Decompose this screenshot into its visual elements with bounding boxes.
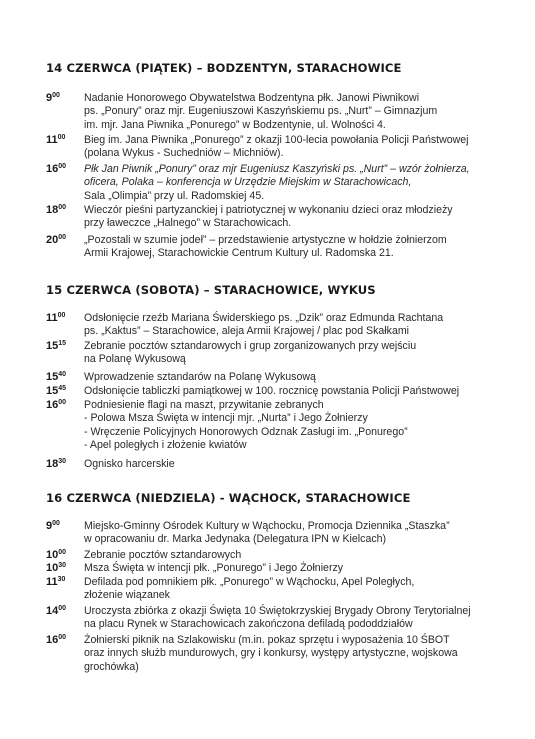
event-time-hour: 10 bbox=[46, 549, 59, 561]
event-description-line: Wieczór pieśni partyzanckiej i patriotycznej w wykonaniu dzieci oraz młodzieży bbox=[84, 204, 453, 216]
event-time bbox=[46, 520, 60, 533]
event-time bbox=[46, 92, 60, 105]
event-description-line: Ognisko harcerskie bbox=[84, 458, 175, 470]
event-time-hour: 18 bbox=[46, 458, 59, 470]
event-time bbox=[46, 605, 66, 618]
event-description-line: - Wręczenie Policyjnych Honorowych Odznak Zasługi im. „Ponurego” bbox=[84, 425, 408, 438]
schedule-event bbox=[46, 385, 491, 398]
event-description-line: im. mjr. Jana Piwnika „Ponurego” w Bodzentynie, ul. Wolności 4. bbox=[84, 118, 386, 131]
event-time-hour: 11 bbox=[46, 134, 58, 146]
event-description bbox=[84, 371, 502, 384]
day-heading: 14 CZERWCA (PIĄTEK) – BODZENTYN, STARACHOWICE bbox=[46, 61, 402, 75]
event-description-line: (polana Wykus - Suchedniów – Michniów). bbox=[84, 147, 284, 160]
event-description-line: Uroczysta zbiórka z okazji Święta 10 Świętokrzyskiej Brygady Obrony Terytorialnej bbox=[84, 605, 471, 617]
event-time-hour: 16 bbox=[46, 163, 59, 175]
event-time-hour: 15 bbox=[46, 371, 59, 383]
event-description-line: Zebranie pocztów sztandarowych i grup zorganizowanych przy wejściu bbox=[84, 340, 417, 352]
event-description-line: na placu Rynek w Starachowicach zakończona defiladą pododdziałów bbox=[84, 618, 413, 631]
event-time bbox=[46, 134, 65, 147]
event-time-hour: 16 bbox=[46, 634, 59, 646]
event-description-line: na Polanę Wykusową bbox=[84, 353, 186, 366]
event-time-hour: 15 bbox=[46, 385, 59, 397]
event-time bbox=[46, 385, 66, 398]
event-description bbox=[84, 576, 502, 603]
day-heading: 16 CZERWCA (NIEDZIELA) - WĄCHOCK, STARACHOWICE bbox=[46, 491, 411, 505]
event-time-hour: 11 bbox=[46, 312, 58, 324]
event-time-minutes: 00 bbox=[58, 163, 67, 170]
schedule-event bbox=[46, 576, 491, 603]
schedule-event bbox=[46, 458, 491, 471]
event-description bbox=[84, 312, 502, 339]
event-description bbox=[84, 204, 502, 231]
event-description-line: - Polowa Msza Święta w intencji mjr. „Nurta” i Jego Żołnierzy bbox=[84, 412, 368, 425]
schedule-event bbox=[46, 312, 491, 339]
event-description-line: Msza Święta w intencji płk. „Ponurego” i Jego Żołnierzy bbox=[84, 562, 344, 574]
event-description-line: Odsłonięcie rzeźb Mariana Świderskiego ps. „Dzik” oraz Edmunda Rachtana bbox=[84, 312, 444, 324]
event-time-minutes: 00 bbox=[58, 234, 67, 241]
schedule-event bbox=[46, 605, 491, 632]
event-description-line: Sala „Olimpia” przy ul. Radomskiej 45. bbox=[84, 189, 265, 202]
event-description bbox=[84, 605, 502, 632]
schedule-event bbox=[46, 134, 491, 161]
event-description-line: Płk Jan Piwnik „Ponury” oraz mjr Eugeniusz Kaszyński ps. „Nurt” – wzór żołnierza, bbox=[84, 163, 470, 175]
event-description-line: Miejsko-Gminny Ośrodek Kultury w Wąchocku, Promocja Dziennika „Staszka” bbox=[84, 520, 450, 532]
event-description bbox=[84, 399, 502, 452]
event-time-minutes: 00 bbox=[58, 634, 67, 641]
event-description bbox=[84, 234, 502, 261]
event-time-minutes: 00 bbox=[58, 549, 67, 556]
schedule-event bbox=[46, 204, 491, 231]
event-description-line: oraz innych służb mundurowych, gry i konkursy, występy artystyczne, wojskowa bbox=[84, 647, 458, 660]
event-time-hour: 9 bbox=[46, 520, 53, 532]
event-description bbox=[84, 385, 502, 398]
schedule-event bbox=[46, 340, 491, 367]
event-description-line: Defilada pod pomnikiem płk. „Ponurego” w Wąchocku, Apel Poległych, bbox=[84, 576, 415, 588]
event-time-minutes: 00 bbox=[52, 92, 60, 99]
event-time bbox=[46, 204, 66, 217]
event-time bbox=[46, 458, 66, 471]
event-description bbox=[84, 134, 502, 161]
event-time-hour: 14 bbox=[46, 605, 59, 617]
event-description bbox=[84, 92, 502, 132]
event-description-line: oficera, Polaka – konferencja w Urzędzie Miejskim w Starachowicach, bbox=[84, 176, 412, 189]
event-time bbox=[46, 312, 65, 325]
event-time-minutes: 30 bbox=[58, 562, 67, 569]
event-time-minutes: 30 bbox=[58, 458, 67, 465]
event-description-line: - Apel poległych i złożenie kwiatów bbox=[84, 438, 247, 451]
event-description-line: „Pozostali w szumie jodeł” – przedstawienie artystyczne w hołdzie żołnierzom bbox=[84, 234, 447, 246]
event-time-minutes: 40 bbox=[58, 371, 67, 378]
event-time bbox=[46, 163, 66, 176]
schedule-event bbox=[46, 562, 491, 575]
event-time-minutes: 00 bbox=[58, 204, 67, 211]
event-description bbox=[84, 458, 502, 471]
event-description-line: złożenie wiązanek bbox=[84, 589, 170, 602]
event-description bbox=[84, 163, 502, 203]
event-time-hour: 9 bbox=[46, 92, 53, 104]
event-description-line: Bieg im. Jana Piwnika „Ponurego” z okazji 100-lecia powołania Policji Państwowej bbox=[84, 134, 469, 146]
event-time bbox=[46, 234, 66, 247]
event-time bbox=[46, 371, 66, 384]
day-heading: 15 CZERWCA (SOBOTA) – STARACHOWICE, WYKUS bbox=[46, 283, 376, 297]
schedule-event bbox=[46, 163, 491, 203]
event-description bbox=[84, 340, 502, 367]
event-description bbox=[84, 520, 502, 547]
event-description bbox=[84, 634, 502, 674]
event-description-line: Armii Krajowej, Starachowickie Centrum Kultury ul. Radomska 21. bbox=[84, 247, 394, 260]
event-time-minutes: 45 bbox=[58, 385, 67, 392]
event-time bbox=[46, 634, 66, 647]
schedule-event bbox=[46, 520, 491, 547]
event-description-line: przy ławeczce „Halnego” w Starachowicach. bbox=[84, 217, 292, 230]
event-time-minutes: 00 bbox=[58, 399, 67, 406]
event-time-hour: 11 bbox=[46, 576, 58, 588]
event-time bbox=[46, 562, 66, 575]
event-time bbox=[46, 576, 65, 589]
event-description-line: ps. „Kaktus” – Starachowice, aleja Armii Krajowej / plac pod Skałkami bbox=[84, 325, 410, 338]
event-description bbox=[84, 549, 502, 562]
event-time-hour: 15 bbox=[46, 340, 59, 352]
event-time bbox=[46, 549, 66, 562]
event-description-line: Wprowadzenie sztandarów na Polanę Wykusową bbox=[84, 371, 316, 383]
event-time-hour: 20 bbox=[46, 234, 59, 246]
event-description-line: Zebranie pocztów sztandarowych bbox=[84, 549, 242, 561]
event-description bbox=[84, 562, 502, 575]
schedule-event bbox=[46, 371, 491, 384]
event-description-line: w opracowaniu dr. Marka Jedynaka (Delegatura IPN w Kielcach) bbox=[84, 533, 387, 546]
event-description-line: Podniesienie flagi na maszt, przywitanie zebranych bbox=[84, 399, 324, 411]
event-description-line: Żołnierski piknik na Szlakowisku (m.in. pokaz sprzętu i wyposażenia 10 ŚBOT bbox=[84, 634, 450, 646]
event-time bbox=[46, 399, 66, 412]
event-description-line: ps. „Ponury” oraz mjr. Eugeniuszowi Kaszyńskiemu ps. „Nurt” – Gimnazjum bbox=[84, 105, 438, 118]
event-time-minutes: 00 bbox=[57, 312, 66, 319]
event-time-minutes: 30 bbox=[57, 576, 66, 583]
event-time-minutes: 00 bbox=[58, 605, 67, 612]
event-description-line: Odsłonięcie tabliczki pamiątkowej w 100. rocznicę powstania Policji Państwowej bbox=[84, 385, 460, 397]
event-time bbox=[46, 340, 66, 353]
event-time-minutes: 00 bbox=[57, 134, 66, 141]
schedule-event bbox=[46, 549, 491, 562]
schedule-event bbox=[46, 399, 491, 452]
event-description-line: grochówka) bbox=[84, 660, 139, 673]
event-time-minutes: 00 bbox=[52, 520, 60, 527]
schedule-event bbox=[46, 234, 491, 261]
event-time-hour: 18 bbox=[46, 204, 59, 216]
event-time-minutes: 15 bbox=[58, 340, 67, 347]
event-description-line: Nadanie Honorowego Obywatelstwa Bodzentyna płk. Janowi Piwnikowi bbox=[84, 92, 420, 104]
event-time-hour: 10 bbox=[46, 562, 59, 574]
event-time-hour: 16 bbox=[46, 399, 59, 411]
schedule-event bbox=[46, 634, 491, 674]
schedule-event bbox=[46, 92, 491, 132]
